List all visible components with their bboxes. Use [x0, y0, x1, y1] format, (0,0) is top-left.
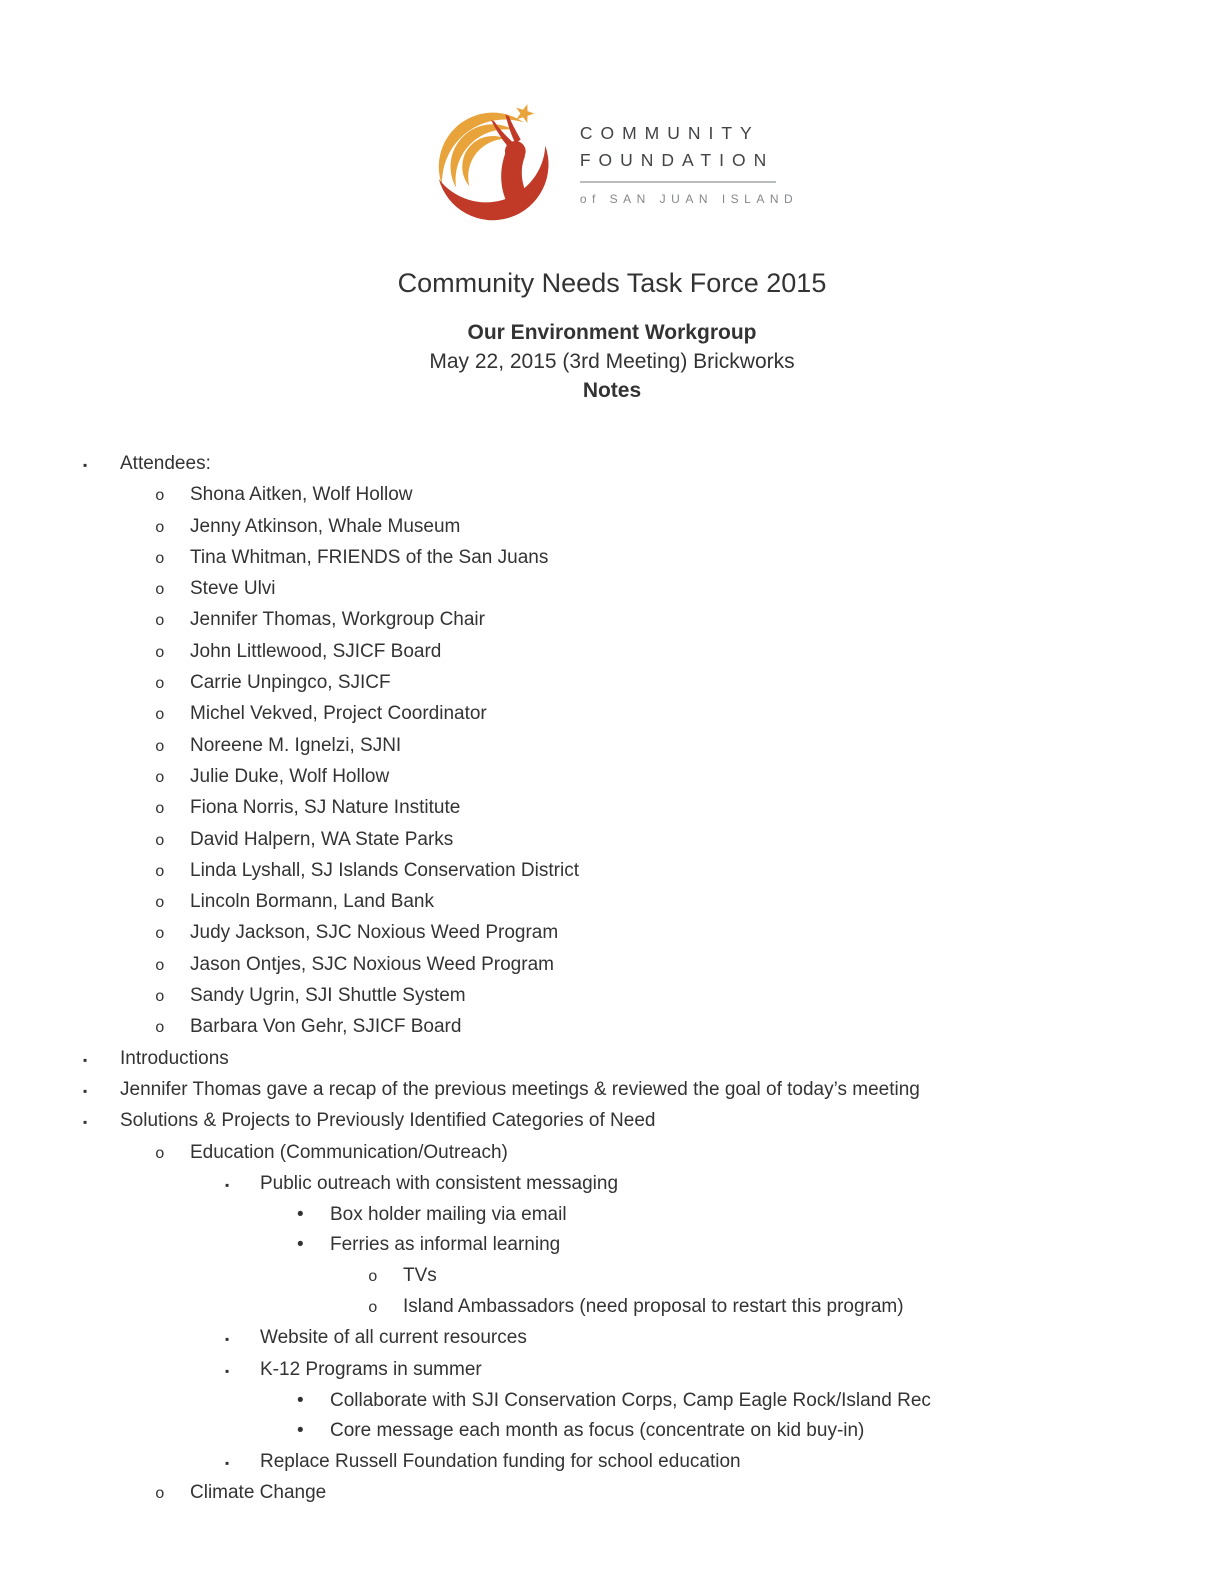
outline-item-text: Climate Change [190, 1481, 327, 1503]
outline-item-text: Website of all current resources [260, 1327, 527, 1349]
outline-item-text: Jason Ontjes, SJC Noxious Weed Program [190, 953, 554, 975]
outline-item [0, 1230, 1224, 1260]
bullet-icon: o [155, 1144, 165, 1163]
outline-item-text: Barbara Von Gehr, SJICF Board [190, 1016, 462, 1038]
outline-item [0, 1447, 1224, 1478]
outline-item [0, 950, 1224, 981]
outline-item [0, 731, 1224, 762]
bullet-icon: o [155, 612, 165, 631]
bullet-icon: o [155, 675, 165, 694]
workgroup-subtitle: Our Environment Workgroup [467, 321, 757, 344]
outline-item-text: K-12 Programs in summer [260, 1358, 482, 1380]
bullet-icon: • [297, 1234, 304, 1256]
outline-item [0, 1355, 1224, 1386]
outline-item-text: Replace Russell Foundation funding for school education [260, 1450, 741, 1472]
bullet-icon: o [155, 925, 165, 944]
outline-item-text: David Halpern, WA State Parks [190, 828, 454, 850]
bullet-icon: o [155, 1019, 165, 1038]
outline-item-text: John Littlewood, SJICF Board [190, 640, 442, 662]
bullet-icon: o [155, 800, 165, 819]
logo-foundation-text: FOUNDATION [579, 150, 775, 170]
bullet-icon: ▪ [225, 1455, 230, 1470]
notes-outline [0, 449, 1224, 1509]
outline-item-text: Collaborate with SJI Conservation Corps, Camp Eagle Rock/Island Rec [330, 1389, 931, 1411]
bullet-icon: o [155, 549, 165, 568]
outline-item-text: Ferries as informal learning [330, 1234, 561, 1256]
outline-item [0, 1323, 1224, 1354]
outline-item-text: Jenny Atkinson, Whale Museum [190, 515, 461, 537]
outline-item-text: Julie Duke, Wolf Hollow [190, 765, 390, 787]
bullet-icon: o [155, 737, 165, 756]
outline-item [0, 887, 1224, 918]
outline-item-text: Fiona Norris, SJ Nature Institute [190, 797, 461, 819]
outline-item [0, 1386, 1224, 1416]
outline-item [0, 1261, 1224, 1292]
outline-item [0, 543, 1224, 574]
outline-item [0, 1138, 1224, 1169]
bullet-icon: o [155, 831, 165, 850]
outline-item [0, 762, 1224, 793]
bullet-icon: ▪ [225, 1177, 230, 1192]
bullet-icon: o [155, 862, 165, 881]
bullet-icon: ▪ [83, 1052, 88, 1067]
outline-item [0, 699, 1224, 730]
outline-item [0, 1200, 1224, 1230]
outline-item [0, 1292, 1224, 1323]
outline-item-text: Linda Lyshall, SJ Islands Conservation District [190, 859, 579, 881]
logo-community-text: COMMUNITY [579, 123, 760, 143]
outline-item [0, 1478, 1224, 1509]
logo [0, 0, 1224, 226]
bullet-icon: o [155, 988, 165, 1007]
outline-item-text: Carrie Unpingco, SJICF [190, 672, 391, 694]
bullet-icon: o [368, 1267, 378, 1286]
bullet-icon: o [155, 956, 165, 975]
page-title: Community Needs Task Force 2015 [397, 268, 827, 298]
outline-item-text: TVs [403, 1264, 437, 1286]
outline-item-text: Steve Ulvi [190, 578, 276, 600]
bullet-icon: ▪ [225, 1363, 230, 1378]
outline-item-text: Noreene M. Ignelzi, SJNI [190, 734, 402, 756]
logo-tagline-text: of SAN JUAN ISLAND [579, 192, 799, 206]
bullet-icon: o [155, 706, 165, 725]
community-foundation-logo-icon [426, 100, 556, 226]
outline-item-text: Jennifer Thomas, Workgroup Chair [190, 609, 485, 631]
outline-item [0, 449, 1224, 480]
outline-item-text: Attendees: [120, 453, 211, 474]
outline-item [0, 1012, 1224, 1043]
outline-item [0, 1416, 1224, 1446]
outline-item [0, 981, 1224, 1012]
outline-item-text: Tina Whitman, FRIENDS of the San Juans [190, 546, 549, 568]
outline-item [0, 1044, 1224, 1075]
outline-item-text: Judy Jackson, SJC Noxious Weed Program [190, 922, 559, 944]
bullet-icon: o [155, 768, 165, 787]
outline-item-text: Introductions [120, 1047, 229, 1069]
outline-item [0, 856, 1224, 887]
notes-label: Notes [582, 379, 642, 402]
bullet-icon: o [155, 487, 165, 506]
outline-item [0, 1106, 1224, 1137]
outline-item-text: Island Ambassadors (need proposal to restart this program) [403, 1296, 904, 1318]
outline-item [0, 637, 1224, 668]
meeting-date-line: May 22, 2015 (3rd Meeting) Brickworks [429, 350, 795, 373]
outline-item [0, 512, 1224, 543]
outline-item-text: Sandy Ugrin, SJI Shuttle System [190, 985, 466, 1007]
logo-divider [580, 181, 776, 183]
outline-item [0, 480, 1224, 511]
bullet-icon: ▪ [83, 458, 88, 472]
outline-item [0, 668, 1224, 699]
outline-item-text: Box holder mailing via email [330, 1204, 567, 1226]
outline-item [0, 825, 1224, 856]
bullet-icon: • [297, 1204, 304, 1226]
outline-item [0, 605, 1224, 636]
outline-item [0, 793, 1224, 824]
bullet-icon: ▪ [83, 1115, 88, 1130]
logo-text-block [580, 120, 798, 206]
bullet-icon: o [155, 518, 165, 537]
outline-item [0, 574, 1224, 605]
bullet-icon: • [297, 1420, 304, 1442]
bullet-icon: o [155, 643, 165, 662]
outline-item [0, 918, 1224, 949]
outline-item-text: Education (Communication/Outreach) [190, 1141, 508, 1163]
bullet-icon: o [155, 894, 165, 913]
outline-item-text: Public outreach with consistent messaging [260, 1172, 619, 1194]
outline-item-text: Shona Aitken, Wolf Hollow [190, 484, 413, 506]
bullet-icon: ▪ [225, 1332, 230, 1347]
bullet-icon: o [155, 1484, 165, 1503]
outline-item [0, 1075, 1224, 1106]
outline-item-text: Solutions & Projects to Previously Identified Categories of Need [120, 1110, 656, 1132]
outline-item-text: Lincoln Bormann, Land Bank [190, 891, 434, 913]
bullet-icon: o [368, 1299, 378, 1318]
outline-item-text: Jennifer Thomas gave a recap of the previous meetings & reviewed the goal of today’s meeting [120, 1078, 920, 1100]
outline-item [0, 1169, 1224, 1200]
outline-item-text: Core message each month as focus (concentrate on kid buy-in) [330, 1420, 865, 1442]
bullet-icon: o [155, 581, 165, 600]
bullet-icon: ▪ [83, 1083, 88, 1098]
outline-item-text: Michel Vekved, Project Coordinator [190, 703, 487, 725]
bullet-icon: • [297, 1389, 304, 1411]
